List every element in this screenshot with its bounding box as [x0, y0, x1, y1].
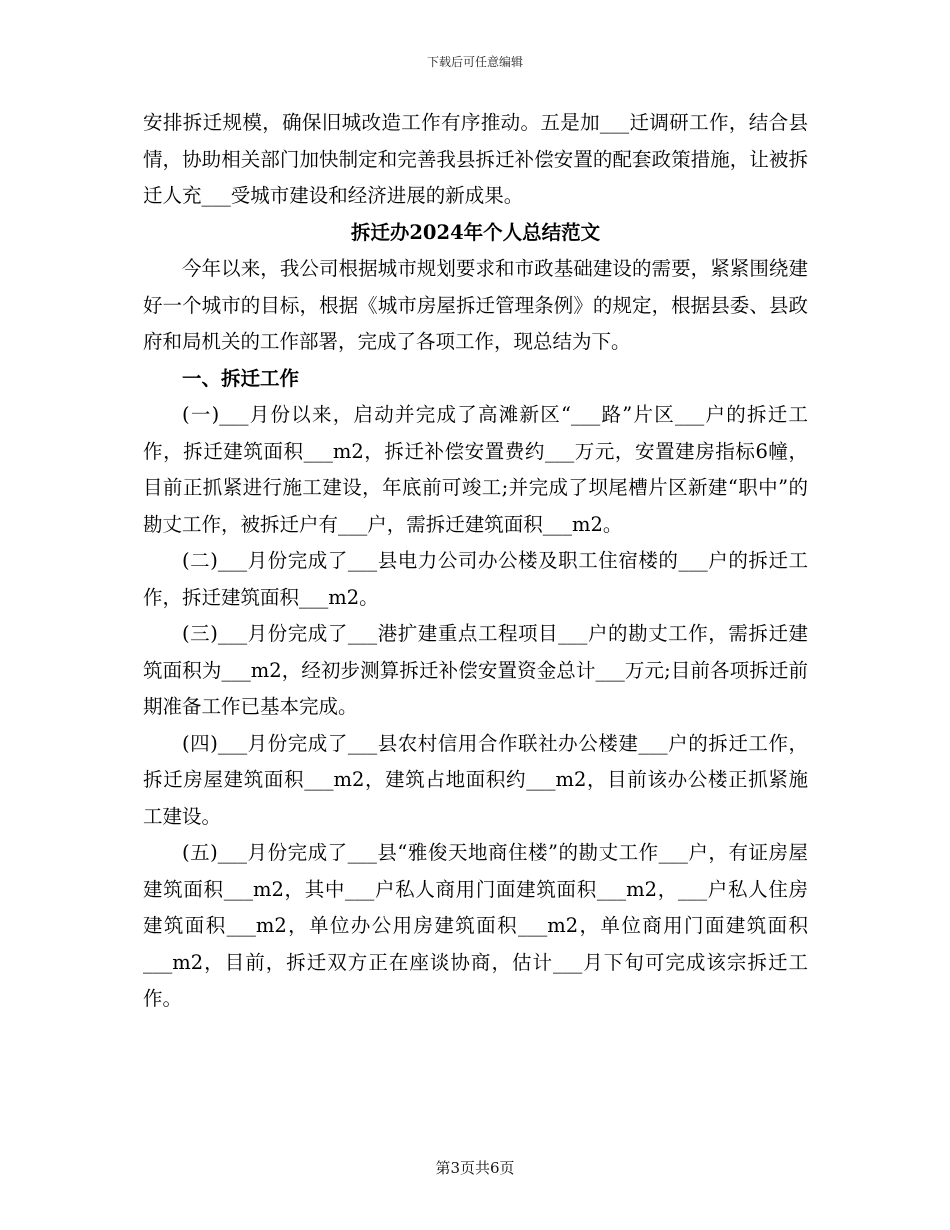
page-number: 第3页共6页 — [435, 1159, 515, 1177]
section-heading: 一、拆迁工作 — [182, 366, 300, 390]
list-item-1: (一)___月份以来，启动并完成了高滩新区“___路”片区___户的拆迁工作，拆迁建筑面积___m2，拆迁补偿安置费约___万元，安置建房指标6幢，目前正抓紧进行施工建设，年底前可竣工;并完成了坝尾槽片区新建“职中”的勘丈工作，被拆迁户有___户，需拆迁建筑面积___m2。 — [143, 403, 808, 536]
paragraph-continued: 安排拆迁规模，确保旧城改造工作有序推动。五是加___迁调研工作，结合县情，协助相关部门加快制定和完善我县拆迁补偿安置的配套政策措施，让被拆迁人充___受城市建设和经济进展的新成果。 — [143, 111, 808, 207]
document-body — [143, 105, 808, 1018]
document-title: 拆迁办2024年个人总结范文 — [350, 220, 601, 244]
list-item-5: (五)___月份完成了___县“雅俊天地商住楼”的勘丈工作___户，有证房屋建筑面积___m2，其中___户私人商用门面建筑面积___m2，___户私人住房建筑面积___m2，单位办公用房建筑面积___m2，单位商用门面建筑面积___m2，目前，拆迁双方正在座谈协商，估计___月下旬可完成该宗拆迁工作。 — [143, 841, 808, 1010]
intro-paragraph: 今年以来，我公司根据城市规划要求和市政基础建设的需要，紧紧围绕建好一个城市的目标，根据《城市房屋拆迁管理条例》的规定，根据县委、县政府和局机关的工作部署，完成了各项工作，现总结为下。 — [143, 257, 808, 353]
page-header: 下载后可任意编辑 — [426, 55, 523, 69]
list-item-3: (三)___月份完成了___港扩建重点工程项目___户的勘丈工作，需拆迁建筑面积为___m2，经初步测算拆迁补偿安置资金总计___万元;目前各项拆迁前期准备工作已基本完成。 — [143, 622, 808, 718]
list-item-4: (四)___月份完成了___县农村信用合作联社办公楼建___户的拆迁工作，拆迁房屋建筑面积___m2，建筑占地面积约___m2，目前该办公楼正抓紧施工建设。 — [143, 731, 808, 828]
list-item-2: (二)___月份完成了___县电力公司办公楼及职工住宿楼的___户的拆迁工作，拆迁建筑面积___m2。 — [143, 549, 808, 609]
